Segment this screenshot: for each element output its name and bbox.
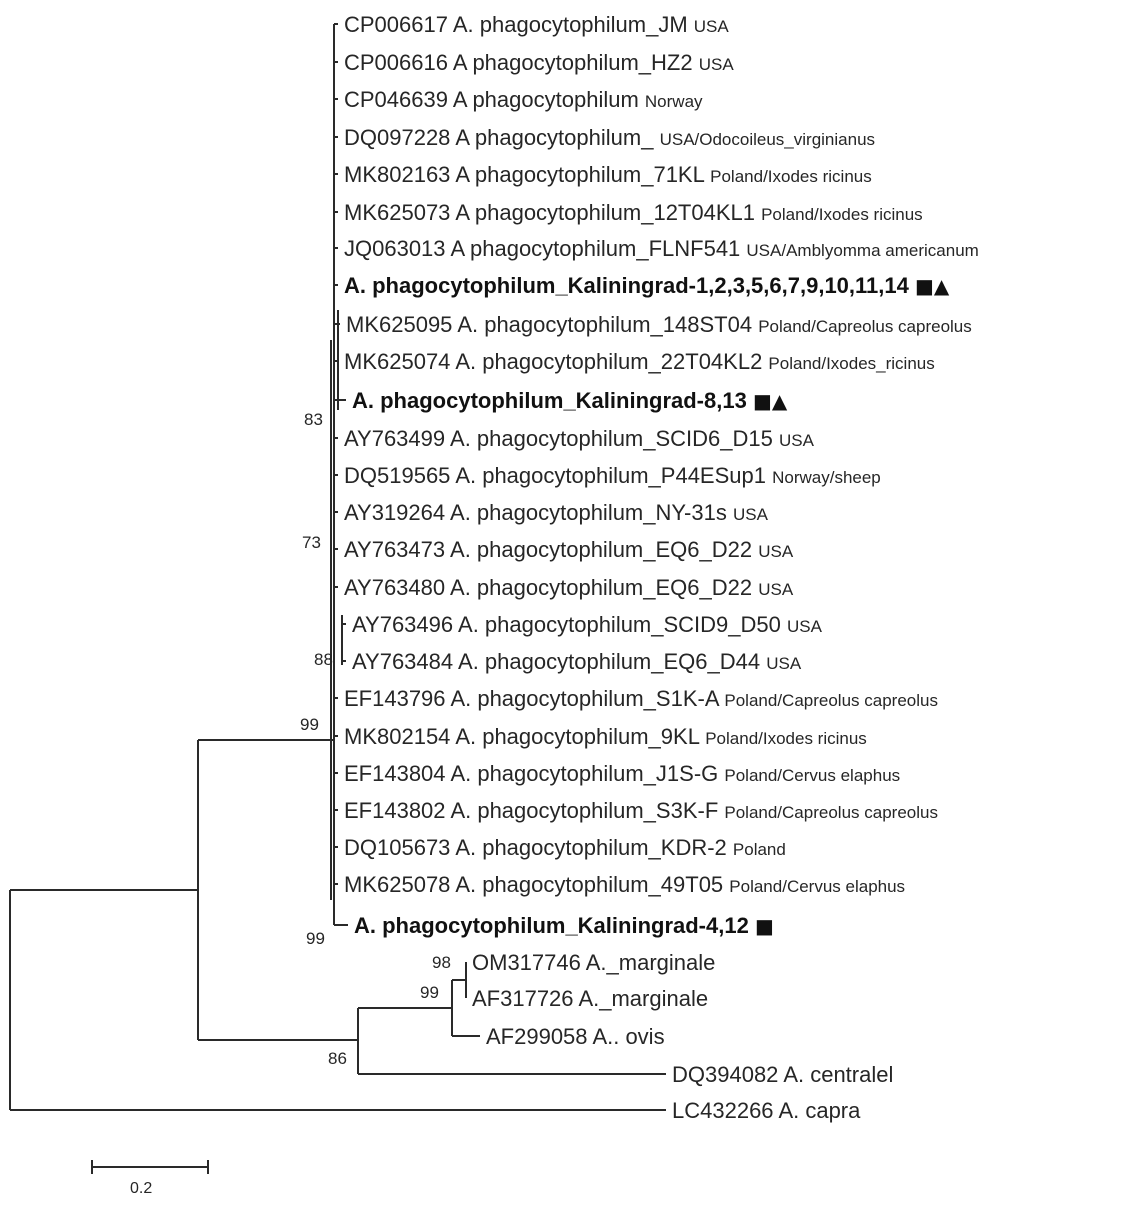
taxon-accession: LC432266 <box>672 1098 779 1123</box>
taxon-label <box>344 686 938 711</box>
taxon-accession: DQ394082 <box>672 1062 784 1087</box>
taxon-label <box>344 125 875 150</box>
taxon-label <box>344 87 703 112</box>
taxon-accession: MK625074 <box>344 349 456 374</box>
taxon-origin: Poland/Ixodes ricinus <box>710 167 872 186</box>
taxon-origin: USA <box>698 55 734 74</box>
taxon-label <box>344 236 979 261</box>
taxon-origin: USA/Odocoileus_virginianus <box>659 130 876 149</box>
taxon-name: A.. ovis <box>592 1024 665 1049</box>
taxon-name: A. centralel <box>783 1062 894 1087</box>
taxon-label <box>486 1024 665 1049</box>
taxon-name: A phagocytophilum_ <box>455 125 660 150</box>
taxon-accession: EF143796 <box>344 686 451 711</box>
taxon-label <box>352 612 823 637</box>
taxon-label <box>472 986 708 1011</box>
bootstrap-value: 86 <box>328 1049 347 1068</box>
bootstrap-value: 99 <box>300 715 319 734</box>
taxon-name: A. capra <box>778 1098 861 1123</box>
taxon-origin: Poland/Ixodes ricinus <box>761 205 923 224</box>
taxon-name: A. phagocytophilum_KDR-2 <box>455 835 733 860</box>
taxon-accession: MK625073 <box>344 200 456 225</box>
taxon-name: A._marginale <box>585 950 716 975</box>
taxon-name: A. phagocytophilum_EQ6_D22 <box>450 537 759 562</box>
taxon-name: A phagocytophilum_12T04KL1 <box>455 200 762 225</box>
taxon-label <box>344 463 881 488</box>
taxon-origin: Poland/Ixodes ricinus <box>705 729 867 748</box>
taxon-origin: USA <box>758 580 794 599</box>
taxon-name: A. phagocytophilum_SCID9_D50 <box>458 612 787 637</box>
taxon-origin: Poland/Cervus elaphus <box>724 766 901 785</box>
taxon-name: A phagocytophilum_HZ2 <box>452 50 699 75</box>
taxon-accession: AY763480 <box>344 575 451 600</box>
taxon-name: A. phagocytophilum_EQ6_D22 <box>450 575 759 600</box>
taxon-accession: EF143804 <box>344 761 451 786</box>
taxon-label <box>344 798 938 823</box>
taxon-name-bold: A. phagocytophilum_Kaliningrad-1,2,3,5,6,7,9,10,11,14 <box>344 273 915 298</box>
taxon-label <box>344 273 950 298</box>
taxon-name: A. phagocytophilum_49T05 <box>455 872 730 897</box>
taxon-accession: AF317726 <box>472 986 579 1011</box>
taxon-origin: USA <box>693 17 729 36</box>
taxon-label <box>344 835 786 860</box>
taxon-label <box>472 950 715 975</box>
taxon-label <box>344 12 729 37</box>
taxon-label <box>346 312 972 337</box>
taxon-name: A phagocytophilum <box>452 87 645 112</box>
taxon-accession: AY319264 <box>344 500 451 525</box>
taxon-label <box>344 724 867 749</box>
taxon-accession: MK625095 <box>346 312 458 337</box>
taxon-origin: USA/Amblyomma americanum <box>746 241 979 260</box>
taxon-name: A. phagocytophilum_S3K-F <box>450 798 725 823</box>
taxon-origin: USA <box>758 542 794 561</box>
taxon-accession: DQ097228 <box>344 125 456 150</box>
taxon-accession: OM317746 <box>472 950 586 975</box>
taxon-name: A. phagocytophilum_NY-31s <box>450 500 733 525</box>
taxon-origin: Norway/sheep <box>772 468 881 487</box>
marker-symbols: ■ <box>754 914 774 938</box>
taxon-label <box>672 1062 893 1087</box>
taxon-accession: DQ519565 <box>344 463 456 488</box>
taxon-accession: CP006617 <box>344 12 453 37</box>
taxon-accession: AY763484 <box>352 649 459 674</box>
taxon-accession: AY763473 <box>344 537 451 562</box>
taxon-accession: DQ105673 <box>344 835 456 860</box>
taxon-origin: Poland/Capreolus capreolus <box>724 803 938 822</box>
taxon-origin: USA <box>766 654 802 673</box>
taxon-accession: EF143802 <box>344 798 451 823</box>
taxon-name: A. phagocytophilum_P44ESup1 <box>455 463 773 488</box>
taxon-name: A._marginale <box>578 986 709 1011</box>
taxon-name-bold: A. phagocytophilum_Kaliningrad-4,12 <box>354 913 755 938</box>
taxon-origin: USA <box>787 617 822 636</box>
taxon-label <box>344 426 815 451</box>
taxon-name: A. phagocytophilum_JM <box>452 12 694 37</box>
taxon-name: A phagocytophilum_FLNF541 <box>450 236 747 261</box>
taxon-label <box>672 1098 861 1123</box>
taxon-name: A. phagocytophilum_EQ6_D44 <box>458 649 767 674</box>
taxon-origin: USA <box>779 431 814 450</box>
bootstrap-value: 73 <box>302 533 321 552</box>
taxon-origin: Poland/Capreolus capreolus <box>758 317 972 336</box>
taxon-label <box>352 388 788 413</box>
taxon-origin: Poland/Cervus elaphus <box>729 877 906 896</box>
marker-symbols: ■▲ <box>914 274 950 298</box>
bootstrap-value: 88 <box>314 650 333 669</box>
taxon-accession: CP006616 <box>344 50 453 75</box>
bootstrap-value: 98 <box>432 953 451 972</box>
bootstrap-value: 99 <box>306 929 325 948</box>
taxon-label <box>344 872 905 897</box>
taxon-origin: Poland <box>732 840 786 859</box>
taxon-label <box>354 913 774 938</box>
taxon-label <box>344 537 794 562</box>
taxon-origin: Norway <box>644 92 703 111</box>
taxon-origin: USA <box>732 505 768 524</box>
taxon-accession: JQ063013 <box>344 236 451 261</box>
marker-symbols: ■▲ <box>752 389 788 413</box>
taxon-label <box>344 349 935 374</box>
taxon-name: A. phagocytophilum_148ST04 <box>457 312 759 337</box>
bootstrap-value: 83 <box>304 410 323 429</box>
taxon-accession: AF299058 <box>486 1024 593 1049</box>
taxon-label <box>344 500 769 525</box>
taxon-name: A. phagocytophilum_J1S-G <box>450 761 725 786</box>
taxon-label <box>344 50 734 75</box>
taxon-label <box>344 575 794 600</box>
bootstrap-value: 99 <box>420 983 439 1002</box>
taxon-name-bold: A. phagocytophilum_Kaliningrad-8,13 <box>352 388 753 413</box>
taxon-accession: MK802154 <box>344 724 456 749</box>
taxon-label <box>344 162 872 187</box>
taxon-name: A. phagocytophilum_SCID6_D15 <box>450 426 779 451</box>
taxon-name: A. phagocytophilum_9KL <box>455 724 706 749</box>
taxon-accession: AY763496 <box>352 612 459 637</box>
taxon-accession: MK802163 <box>344 162 456 187</box>
taxon-origin: Poland/Capreolus capreolus <box>724 691 938 710</box>
taxon-accession: AY763499 <box>344 426 451 451</box>
taxon-name: A. phagocytophilum_S1K-A <box>450 686 725 711</box>
taxon-origin: Poland/Ixodes_ricinus <box>768 354 935 373</box>
scale-bar-label: 0.2 <box>130 1180 153 1197</box>
taxon-name: A phagocytophilum_71KL <box>455 162 711 187</box>
taxon-label <box>352 649 802 674</box>
scale-bar <box>92 1160 208 1197</box>
taxon-label <box>344 761 900 786</box>
taxon-accession: CP046639 <box>344 87 453 112</box>
taxon-name: A. phagocytophilum_22T04KL2 <box>455 349 769 374</box>
taxon-accession: MK625078 <box>344 872 456 897</box>
taxon-label <box>344 200 923 225</box>
